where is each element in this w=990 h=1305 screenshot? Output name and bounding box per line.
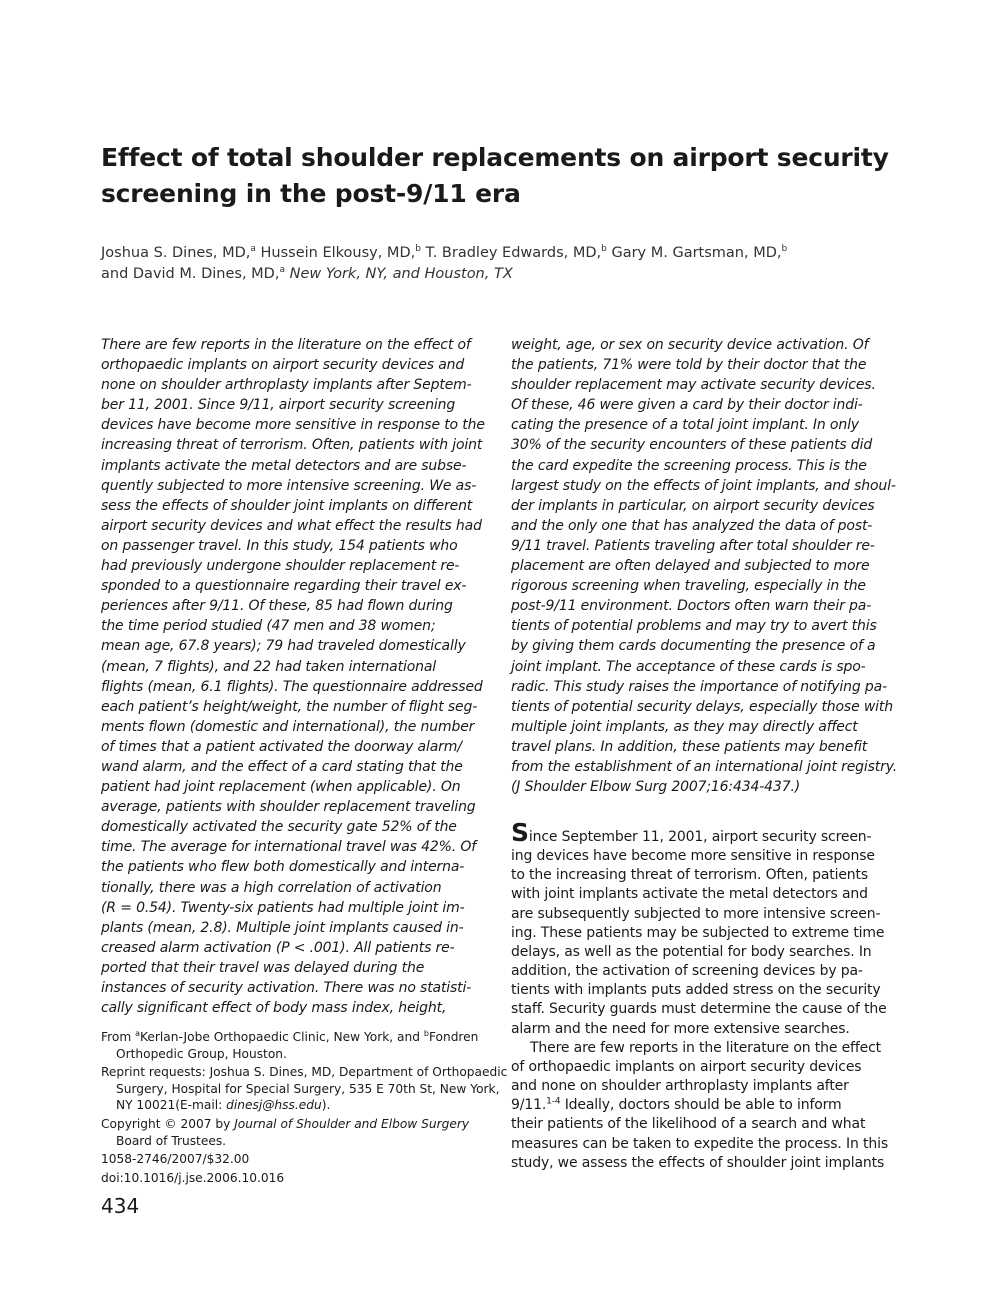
body-paragraph-2-continued: [511, 1115, 893, 1172]
title-line: screening in the post-9/11 era: [101, 179, 521, 208]
abstract-line: post-9/11 environment. Doctors often warn their pa-: [511, 598, 872, 615]
abstract-line: placement are often delayed and subjected to more: [511, 558, 870, 575]
abstract-line: multiple joint implants, as they may directly affect: [511, 718, 858, 735]
abstract-line: the time period studied (47 men and 38 women;: [101, 618, 436, 635]
abstract-line: radic. This study raises the importance of notifying pa-: [511, 678, 887, 695]
abstract-line: had previously undergone shoulder replacement re-: [101, 558, 460, 575]
abstract-line: plants (mean, 2.8). Multiple joint implants caused in-: [101, 919, 464, 936]
abstract-line: Of these, 46 were given a card by their doctor indi-: [511, 397, 863, 414]
body-line: with joint implants activate the metal detectors and: [511, 886, 868, 903]
author-name: Joshua S. Dines, MD,: [101, 245, 251, 261]
abstract-line: ported that their travel was delayed during the: [101, 959, 425, 976]
reference-citation[interactable]: 1-4: [546, 1096, 561, 1107]
affiliation-mark: b: [423, 1028, 429, 1038]
abstract-line: domestically activated the security gate 52% of the: [101, 819, 457, 836]
affiliation-mark: a: [250, 244, 256, 255]
body-line-text: 9/11.: [511, 1097, 547, 1114]
abstract-line: creased alarm activation (P < .001). All patients re-: [101, 939, 455, 956]
body-line: There are few reports in the literature on the effect: [530, 1039, 881, 1056]
abstract-line: (mean, 7 flights), and 22 had taken international: [101, 658, 437, 675]
abstract-line: quently subjected to more intensive screening. We as-: [101, 477, 477, 494]
page-number: 434: [101, 1194, 140, 1218]
abstract-line: periences after 9/11. Of these, 85 had flown during: [101, 598, 453, 615]
author-name: Hussein Elkousy, MD,: [255, 245, 416, 261]
abstract-line: sponded to a questionnaire regarding their travel ex-: [101, 578, 467, 595]
abstract-line: instances of security activation. There was no statisti-: [101, 980, 472, 996]
abstract-line: joint implant. The acceptance of these cards is spo-: [511, 658, 866, 675]
body-line: ing. These patients may be subjected to extreme time: [511, 924, 885, 941]
author-name: and David M. Dines, MD,: [101, 266, 280, 282]
abstract-line: tients of potential security delays, especially those with: [511, 698, 893, 715]
author-name: Gary M. Gartsman, MD,: [606, 245, 782, 261]
footnote-text: From: [101, 1030, 136, 1044]
abstract-line: sess the effects of shoulder joint implants on different: [101, 497, 473, 514]
body-line: and none on shoulder arthroplasty implants after: [511, 1078, 849, 1095]
abstract-line: rigorous screening when traveling, especially in the: [511, 578, 866, 595]
abstract-line: (J Shoulder Elbow Surg 2007;16:434-437.): [511, 779, 801, 796]
body-line: alarm and the need for more extensive searches.: [511, 1020, 850, 1037]
abstract-line: weight, age, or sex on security device activation. Of: [511, 337, 869, 353]
issn-line: 1058-2746/2007/$32.00: [101, 1152, 250, 1167]
abstract-line: on passenger travel. In this study, 154 patients who: [101, 537, 458, 554]
drop-cap: S: [511, 818, 529, 847]
body-line: [511, 1096, 893, 1115]
body-line: study, we assess the effects of shoulder joint implants: [511, 1154, 885, 1171]
abstract-line: mean age, 67.8 years); 79 had traveled domestically: [101, 638, 466, 655]
reprint-request-line: Surgery, Hospital for Special Surgery, 535 E 70th St, New York,: [116, 1081, 500, 1096]
author-list: [101, 243, 861, 285]
abstract-line: average, patients with shoulder replacement traveling: [101, 799, 476, 816]
body-line: of orthopaedic implants on airport security devices: [511, 1058, 862, 1075]
body-line: tients with implants puts added stress on the security: [511, 982, 881, 999]
reprint-request-line: Reprint requests: Joshua S. Dines, MD, Department of Orthopaedic: [101, 1065, 508, 1080]
body-line: ing devices have become more sensitive in response: [511, 848, 875, 865]
abstract-line: the patients, 71% were told by their doctor that the: [511, 357, 867, 374]
copyright-line: [101, 1116, 486, 1133]
footnote-line: Orthopedic Group, Houston.: [116, 1046, 287, 1061]
abstract-line: increasing threat of terrorism. Often, patients with joint: [101, 437, 483, 454]
abstract-line: devices have become more sensitive in response to the: [101, 417, 485, 434]
abstract-line: each patient’s height/weight, the number of flight seg-: [101, 698, 478, 715]
abstract-line: shoulder replacement may activate security devices.: [511, 377, 876, 394]
abstract-line: from the establishment of an international joint registry.: [511, 758, 898, 775]
abstract-line: tients of potential problems and may try to avert this: [511, 618, 877, 635]
abstract-line: cating the presence of a total joint implant. In only: [511, 417, 859, 434]
abstract-line: orthopaedic implants on airport security devices and: [101, 357, 465, 374]
affiliation-mark: b: [781, 244, 788, 255]
abstract-line: flights (mean, 6.1 flights). The questionnaire addressed: [101, 678, 483, 695]
affiliation-mark: a: [135, 1028, 140, 1038]
affiliation-mark: a: [279, 265, 285, 276]
affiliation-mark: b: [415, 244, 421, 255]
abstract-line: none on shoulder arthroplasty implants after Septem-: [101, 377, 472, 394]
footnote-text: ).: [321, 1098, 331, 1113]
author-name: T. Bradley Edwards, MD,: [420, 245, 602, 261]
footnote-text: Kerlan-Jobe Orthopaedic Clinic, New York, and: [139, 1030, 424, 1044]
abstract-line: ber 11, 2001. Since 9/11, airport security screening: [101, 397, 456, 414]
abstract-line: by giving them cards documenting the presence of a: [511, 638, 876, 655]
abstract-line: and the only one that has analyzed the data of post-: [511, 517, 873, 534]
footnotes: [101, 1028, 508, 1186]
body-line: ince September 11, 2001, airport security screen-: [528, 829, 872, 845]
abstract-line: There are few reports in the literature on the effect of: [101, 337, 471, 353]
body-line: are subsequently subjected to more intensive screen-: [511, 905, 881, 922]
abstract-line: 9/11 travel. Patients traveling after total shoulder re-: [511, 537, 875, 554]
abstract-line: largest study on the effects of joint implants, and shoul-: [511, 477, 896, 494]
abstract-line: (R = 0.54). Twenty-six patients had multiple joint im-: [101, 899, 465, 916]
journal-name: Journal of Shoulder and Elbow Surgery: [234, 1116, 470, 1131]
affiliation-note: [101, 1029, 486, 1046]
body-line: their patients of the likelihood of a search and what: [511, 1116, 866, 1133]
abstract-line: implants activate the metal detectors and are subse-: [101, 457, 467, 474]
author-line: [101, 264, 861, 285]
abstract-line: tionally, there was a high correlation of activation: [101, 879, 442, 896]
article-body: [511, 818, 893, 1173]
author-line: [101, 243, 861, 264]
abstract-line: 30% of the security encounters of these patients did: [511, 437, 873, 454]
author-location: New York, NY, and Houston, TX: [284, 266, 513, 282]
abstract-line: der implants in particular, on airport security devices: [511, 497, 875, 514]
doi-line[interactable]: doi:10.1016/j.jse.2006.10.016: [101, 1170, 285, 1185]
abstract-line: of times that a patient activated the doorway alarm/: [101, 738, 462, 755]
footnote-text: Copyright © 2007 by: [101, 1116, 235, 1131]
abstract-line: wand alarm, and the effect of a card stating that the: [101, 758, 463, 775]
body-line: measures can be taken to expedite the process. In this: [511, 1135, 888, 1152]
body-line: staff. Security guards must determine the cause of the: [511, 1001, 887, 1018]
article-title: [101, 140, 901, 212]
body-first-line: [511, 818, 893, 847]
body-paragraph-2: [511, 1039, 893, 1096]
footnote-text: Fondren: [428, 1030, 479, 1044]
abstract-line: patient had joint replacement (when applicable). On: [101, 779, 461, 796]
abstract-line: the patients who flew both domestically and interna-: [101, 859, 465, 876]
copyright-line: Board of Trustees.: [116, 1133, 227, 1148]
abstract-line: cally significant effect of body mass index, height,: [101, 1000, 447, 1017]
body-line: to the increasing threat of terrorism. Often, patients: [511, 867, 869, 884]
body-line-text: Ideally, doctors should be able to inform: [560, 1097, 842, 1114]
body-line: delays, as well as the potential for body searches. In: [511, 943, 872, 960]
email-link[interactable]: dinesj@hss.edu: [226, 1098, 322, 1113]
title-line: Effect of total shoulder replacements on airport security: [101, 143, 889, 172]
abstract-line: the card expedite the screening process. This is the: [511, 457, 867, 474]
abstract-line: travel plans. In addition, these patients may benefit: [511, 738, 868, 755]
body-line: addition, the activation of screening devices by pa-: [511, 963, 863, 980]
body-paragraph-1: [511, 847, 893, 1039]
abstract-line: time. The average for international travel was 42%. Of: [101, 839, 476, 856]
abstract-left-column: [101, 335, 486, 1018]
affiliation-mark: b: [601, 244, 607, 255]
abstract-right-column: [511, 335, 896, 797]
abstract-line: airport security devices and what effect the results had: [101, 517, 482, 534]
reprint-request-line: [101, 1097, 486, 1114]
abstract-line: ments flown (domestic and international), the number: [101, 718, 475, 735]
footnote-text: NY 10021(E-mail:: [116, 1098, 227, 1113]
